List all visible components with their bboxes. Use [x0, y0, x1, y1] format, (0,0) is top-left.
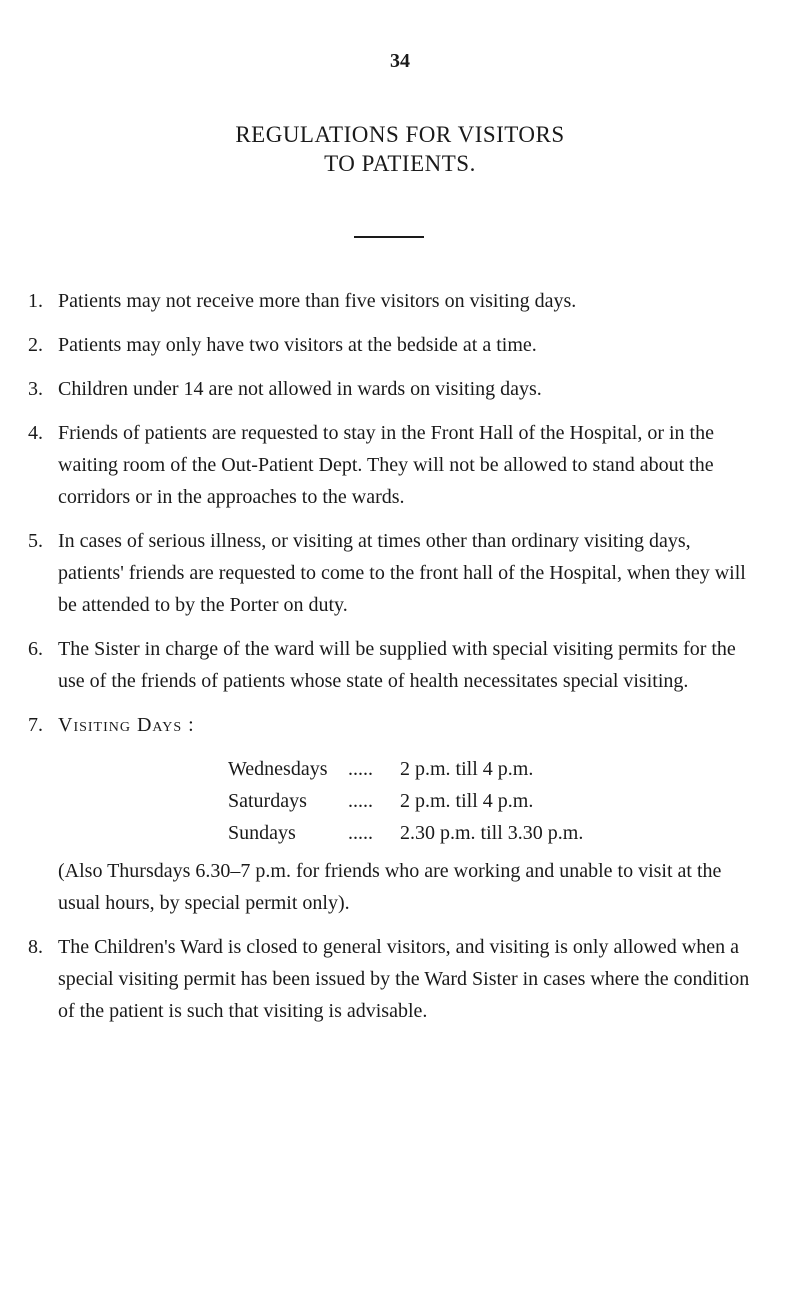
item-number: 4. [28, 422, 43, 444]
item-text: Patients may only have two visitors at the bedside at a time. [58, 334, 537, 356]
page-number: 34 [390, 50, 410, 72]
item-number: 2. [28, 334, 43, 356]
item-text: The Children's Ward is closed to general visitors, and visiting is only allowed when a special visiting permit has been issued by the Ward Sister in cases where the condition of the patient is such that visiting is advisable. [58, 936, 750, 1022]
schedule-time: 2 p.m. till 4 p.m. [400, 790, 534, 812]
list-item [28, 285, 788, 317]
visiting-schedule [228, 753, 788, 849]
thursday-note: (Also Thursdays 6.30–7 p.m. for friends who are working and unable to visit at the usual hours, by special permit only). [58, 860, 722, 914]
schedule-day: Saturdays [228, 790, 307, 812]
visiting-days-heading: Visiting Days : [58, 714, 195, 736]
item-number: 1. [28, 290, 43, 312]
item-number: 3. [28, 378, 43, 400]
list-item [28, 329, 788, 361]
list-item [28, 417, 788, 513]
schedule-leader: ..... [348, 790, 373, 812]
schedule-day: Wednesdays [228, 758, 328, 780]
schedule-time: 2 p.m. till 4 p.m. [400, 758, 534, 780]
schedule-row [228, 817, 788, 849]
item-text: In cases of serious illness, or visiting at times other than ordinary visiting days, patients' friends are requested to come to the front hall of the Hospital, when they will be attended to by the Porter on duty. [58, 530, 746, 616]
schedule-day: Sundays [228, 822, 296, 844]
item-text: Patients may not receive more than five visitors on visiting days. [58, 290, 577, 312]
list-item [28, 633, 788, 697]
schedule-leader: ..... [348, 758, 373, 780]
schedule-row [228, 753, 788, 785]
item-number: 6. [28, 638, 43, 660]
item-text: Children under 14 are not allowed in wards on visiting days. [58, 378, 542, 400]
regulations-list [28, 285, 788, 1039]
schedule-leader: ..... [348, 822, 373, 844]
item-number: 5. [28, 530, 43, 552]
item-text: The Sister in charge of the ward will be supplied with special visiting permits for the use of the friends of patients whose state of health necessitates special visiting. [58, 638, 736, 692]
item-number: 8. [28, 936, 43, 958]
title-line-1: REGULATIONS FOR VISITORS [235, 122, 565, 147]
schedule-row [228, 785, 788, 817]
page-title [0, 120, 800, 178]
item-number: 7. [28, 714, 43, 736]
item-text: Friends of patients are requested to stay in the Front Hall of the Hospital, or in the waiting room of the Out-Patient Dept. They will not be allowed to stand about the corridors or in the approaches to the wards. [58, 422, 714, 508]
list-item [28, 525, 788, 621]
title-divider [354, 236, 424, 238]
title-line-2: TO PATIENTS. [324, 151, 476, 176]
list-item [28, 373, 788, 405]
schedule-time: 2.30 p.m. till 3.30 p.m. [400, 822, 584, 844]
visiting-days-item [28, 709, 788, 919]
list-item [28, 931, 788, 1027]
